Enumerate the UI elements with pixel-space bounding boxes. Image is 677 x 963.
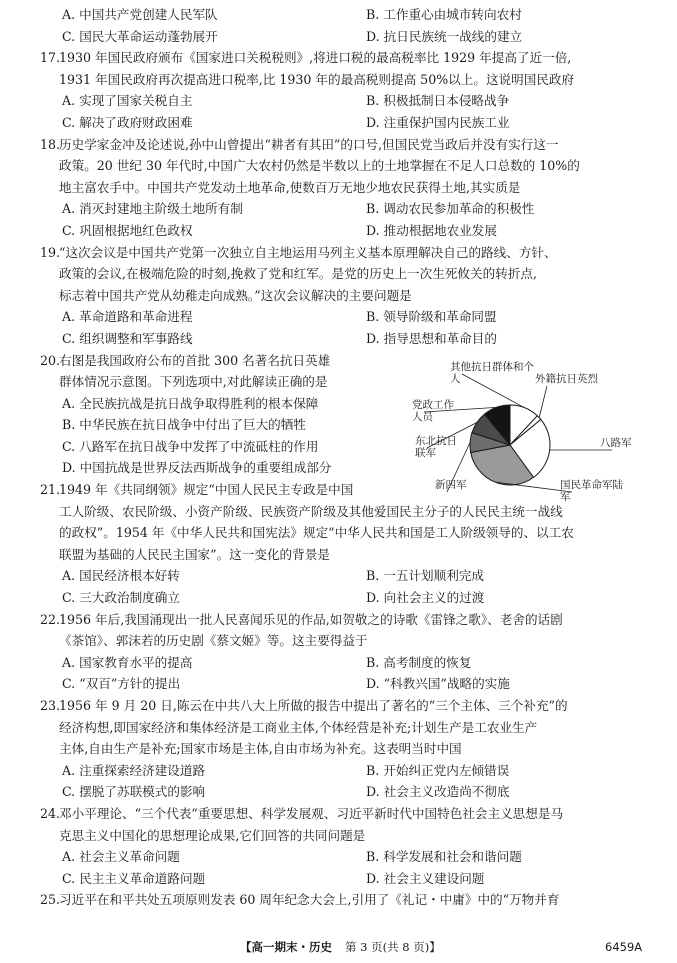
pie-slice-label: 新四军 (435, 479, 467, 491)
question-number: 24. (40, 805, 61, 821)
question-text: 右图是我国政府公布的首批 300 名著名抗日英雄 (59, 352, 331, 368)
question-text: “这次会议是中国共产党第一次独立自主地运用马列主义基本原理解决自己的路线、方针、 (59, 244, 557, 260)
pie-slice-label: 八路军 (600, 437, 632, 449)
question-text: 克思主义中国化的思想理论成果,它们回答的共同问题是 (59, 827, 366, 843)
question-text: 经济构想,即国家经济和集体经济是工商业主体,个体经营是补充;计划生产是工农业生产 (59, 719, 538, 735)
question-number: 18. (40, 136, 61, 152)
question-text: 主体,自由生产是补充;国家市场是主体,自由市场为补充。这表明当时中国 (59, 741, 462, 757)
option-d: D. 社会主义改造尚不彻底 (366, 784, 510, 800)
q17-options-row1 (0, 90, 677, 112)
question-text: 联盟为基础的人民民主国家”。这一变化的背景是 (59, 546, 330, 562)
q24-stem-line (0, 825, 677, 847)
pie-chart-svg (410, 360, 662, 510)
question-text: 标志着中国共产党从幼稚走向成熟。”这次会议解决的主要问题是 (59, 287, 412, 303)
option-a: A. 全民族抗战是抗日战争取得胜利的根本保障 (62, 395, 319, 411)
q19-stem-line (0, 242, 677, 264)
pie-slice-label: 外籍抗日英烈 (535, 373, 598, 385)
option-a: A. 消灭封建地主阶级土地所有制 (62, 201, 243, 217)
option-c: C. “双百”方针的提出 (62, 676, 181, 692)
option-c: C. 八路军在抗日战争中发挥了中流砥柱的作用 (62, 438, 319, 454)
question-text: 1956 年后,我国涌现出一批人民喜闻乐见的作品,如贺敬之的诗歌《雷锋之歌》、老舍的话剧 (59, 611, 563, 627)
q19-options-row2 (0, 328, 677, 350)
option-c: C. 组织调整和军事路线 (62, 330, 193, 346)
option-b: B. 科学发展和社会和谐问题 (366, 849, 522, 865)
option-c: C. 巩固根据地红色政权 (62, 222, 193, 238)
question-text: 的政权”。1954 年《中华人民共和国宪法》规定“中华人民共和国是工人阶级领导的、以工农 (59, 525, 574, 541)
option-b: B. 工作重心由城市转向农村 (366, 7, 522, 22)
question-text: 地主富农手中。中国共产党发动土地革命,使数百万无地少地农民获得土地,其实质是 (59, 179, 521, 195)
option-d: D. 注重保护国内民族工业 (366, 114, 510, 130)
q17-stem-line (0, 47, 677, 69)
question-text: 1931 年国民政府再次提高进口税率,比 1930 年的最高税则提高 50%以上。这说明国民政府 (59, 71, 575, 87)
option-b: B. 调动农民参加革命的积极性 (366, 201, 535, 217)
option-b: B. 领导阶级和革命同盟 (366, 309, 497, 325)
option-b: B. 高考制度的恢复 (366, 654, 472, 670)
hero-groups-pie-chart (410, 360, 662, 510)
option-a: A. 中国共产党创建人民军队 (62, 7, 218, 22)
q17-options-row2 (0, 112, 677, 134)
q24-stem-line (0, 803, 677, 825)
question-text: 习近平在和平共处五项原则发表 60 周年纪念大会上,引用了《礼记・中庸》中的“万物并育 (59, 892, 560, 908)
question-number: 19. (40, 244, 61, 260)
q16-options-row1 (0, 4, 677, 26)
q25-stem-line (0, 889, 677, 911)
question-text: 邓小平理论、“三个代表”重要思想、科学发展观、习近平新时代中国特色社会主义思想是马 (59, 805, 564, 821)
page-footer (0, 938, 677, 956)
option-d: D. 抗日民族统一战线的建立 (366, 28, 523, 44)
q23-options-row1 (0, 760, 677, 782)
q22-stem-line (0, 630, 677, 652)
option-b: B. 中华民族在抗日战争中付出了巨大的牺牲 (62, 417, 306, 433)
option-d: D. 中国抗战是世界反法西斯战争的重要组成部分 (62, 460, 332, 476)
question-text: 群体情况示意图。下列选项中,对此解读正确的是 (59, 374, 328, 390)
option-b: B. 一五计划顺利完成 (366, 568, 485, 584)
option-a: A. 国家教育水平的提高 (62, 654, 193, 670)
option-b: B. 开始纠正党内左倾错误 (366, 762, 510, 778)
q22-options-row2 (0, 673, 677, 695)
q19-options-row1 (0, 306, 677, 328)
question-number: 23. (40, 698, 61, 713)
q23-stem-line (0, 717, 677, 739)
pie-leader-line (462, 374, 525, 408)
option-d: D. 社会主义建设问题 (366, 870, 485, 886)
q18-stem-line (0, 155, 677, 177)
question-text: 工人阶级、农民阶级、小资产阶级、民族资产阶级及其他爱国民主分子的人民民主统一战线 (59, 503, 563, 519)
option-c: C. 民主主义革命道路问题 (62, 870, 206, 886)
option-b: B. 积极抵制日本侵略战争 (366, 93, 510, 109)
question-number: 20. (40, 352, 61, 368)
q19-stem-line (0, 285, 677, 307)
question-text: 《茶馆》、郭沫若的历史剧《蔡文姬》等。这主要得益于 (59, 633, 368, 649)
q22-options-row1 (0, 652, 677, 674)
option-d: D. 向社会主义的过渡 (366, 590, 485, 606)
question-text: 1930 年国民政府颁布《国家进口关税税则》,将进口税的最高税率比 1929 年提高了近一倍, (59, 50, 572, 66)
option-d: D. 指导思想和革命目的 (366, 330, 497, 346)
option-c: C. 摆脱了苏联模式的影响 (62, 784, 206, 800)
pie-slice-label: 其他抗日群体和个人 (450, 361, 534, 385)
question-number: 22. (40, 611, 61, 627)
option-a: A. 革命道路和革命进程 (62, 309, 193, 325)
q24-options-row1 (0, 846, 677, 868)
option-a: A. 实现了国家关税自主 (62, 93, 193, 109)
q17-stem-line (0, 69, 677, 91)
question-text: 政策。20 世纪 30 年代时,中国广大农村仍然是半数以上的土地掌握在不足人口总数的 10%的 (59, 158, 580, 174)
pie-slice-label: 东北抗日联军 (415, 435, 457, 459)
footer-code: 6459A (605, 940, 643, 954)
q21-stem-line (0, 522, 677, 544)
q23-options-row2 (0, 781, 677, 803)
option-d: D. “科教兴国”战略的实施 (366, 676, 510, 692)
pie-slice-label: 党政工作人员 (412, 399, 454, 423)
q19-stem-line (0, 263, 677, 285)
q18-stem-line (0, 134, 677, 156)
question-number: 21. (40, 482, 61, 498)
option-c: C. 三大政治制度确立 (62, 590, 180, 606)
question-number: 25. (40, 892, 61, 908)
q23-stem-line (0, 695, 677, 717)
question-number: 17. (40, 50, 61, 66)
q16-options-row2 (0, 26, 677, 48)
question-text: 政策的会议,在极端危险的时刻,挽救了党和红军。是党的历史上一次生死攸关的转折点, (59, 266, 537, 282)
q22-stem-line (0, 609, 677, 631)
option-c: C. 解决了政府财政困难 (62, 114, 193, 130)
q23-stem-line (0, 738, 677, 760)
option-a: A. 注重探索经济建设道路 (62, 762, 206, 778)
option-a: A. 国民经济根本好转 (62, 568, 180, 584)
q18-stem-line (0, 177, 677, 199)
q21-stem-line (0, 544, 677, 566)
footer-page-number: 第 3 页(共 8 页)】 (345, 940, 441, 954)
option-c: C. 国民大革命运动蓬勃展开 (62, 28, 218, 44)
option-a: A. 社会主义革命问题 (62, 849, 180, 865)
pie-leader-line (539, 386, 547, 418)
question-text: 1949 年《共同纲领》规定“中国人民民主专政是中国 (59, 482, 354, 498)
q21-options-row1 (0, 565, 677, 587)
footer-title: 【高一期末・历史 (240, 940, 332, 954)
pie-slice-label: 国民革命军陆军 (560, 479, 623, 503)
q24-options-row2 (0, 868, 677, 890)
question-text: 历史学家金冲及论述说,孙中山曾提出“耕者有其田”的口号,但国民党当政后并没有实行这一 (59, 136, 559, 152)
q18-options-row2 (0, 220, 677, 242)
option-d: D. 推动根据地农业发展 (366, 222, 497, 238)
q21-options-row2 (0, 587, 677, 609)
question-text: 1956 年 9 月 20 日,陈云在中共八大上所做的报告中提出了著名的“三个主体、三个补充”的 (59, 698, 568, 713)
q18-options-row1 (0, 198, 677, 220)
